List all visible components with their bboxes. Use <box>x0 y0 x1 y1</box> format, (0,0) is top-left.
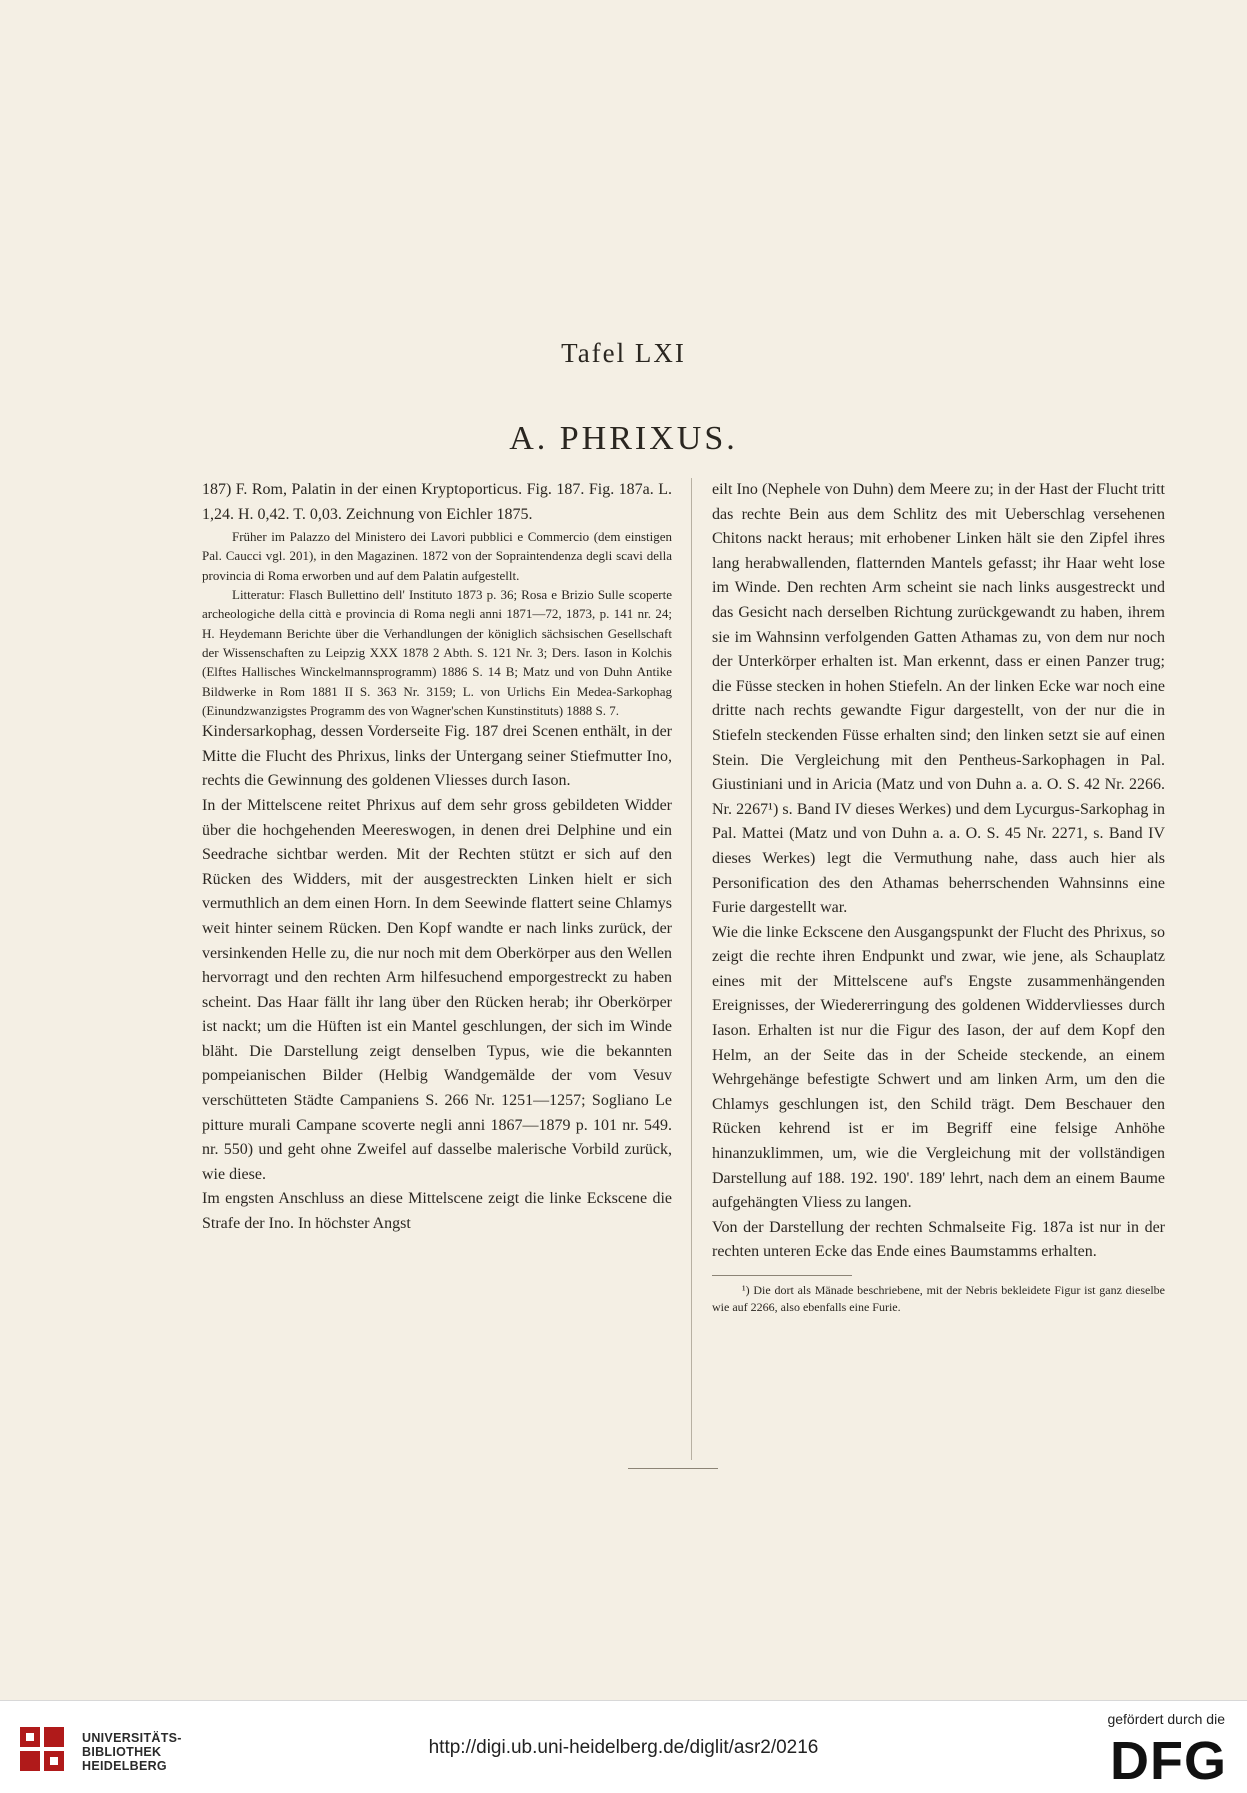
funding-caption: gefördert durch die <box>1107 1711 1225 1727</box>
body-paragraph: Kindersarkophag, dessen Vorderseite Fig. 187 drei Scenen enthält, in der Mitte die Flucht des Phrixus, links der Untergang seiner Stiefmutter Ino, rechts die Gewinnung des goldenen Vliesses durch Iason. <box>202 723 672 790</box>
body-paragraph: Von der Darstellung der rechten Schmalseite Fig. 187a ist nur in der rechten unteren Ecke das Ende eines Baumstamms erhalten. <box>712 1218 1165 1261</box>
section-heading: A. PHRIXUS. <box>509 420 738 457</box>
provenance-note: Früher im Palazzo del Ministero dei Lavori pubblici e Commercio (dem einstigen Pal. Caucci vgl. 201), in den Magazinen. 1872 von der Sopraintendenza degli scavi della provincia di Roma erworben und auf dem Palatin aufgestellt. <box>202 529 672 583</box>
dfg-logo[interactable]: DFG <box>1110 1731 1227 1791</box>
library-name-text: UNIVERSITÄTS- BIBLIOTHEK HEIDELBERG <box>82 1731 182 1773</box>
body-paragraph: eilt Ino (Nephele von Duhn) dem Meere zu; in der Hast der Flucht tritt das rechte Bein aus dem Schlitz des mit Ueberschlag versehenen Chitons nackt heraus; mit erhobener Linken hält sie den Zipfel ihres lang herabwallenden, flatternden Mantels gefasst; ihr Haar weht lose im Winde. Den rechten Arm scheint sie nach links ausgestreckt und das Gesicht nach derselben Richtung zurückgewandt zu haben, ihrem sie im Wahnsinn verfolgenden Gatten Athamas zu, von dem nur noch der Unterkörper erhalten ist. Man erkennt, dass er einen Panzer trug; die Füsse stecken in hohen Stiefeln. An der linken Ecke war noch eine dritte nach rechts gewandte Figur dargestellt, von der nur die in Stiefeln steckenden Füsse erhalten sind; den linken setzt sie auf einen Stein. Die Vergleichung mit den Pentheus-Sarkophagen in Pal. Giustiniani und in Aricia (Matz und von Duhn a. a. O. S. 42 Nr. 2266. Nr. 2267¹) s. Band IV dieses Werkes) und dem Lycurgus-Sarkophag in Pal. Mattei (Matz und von Duhn a. a. O. S. 45 Nr. 2271, s. Band IV dieses Werkes) legt die Vermuthung nahe, dass auch hier als Personification des den Athamas beherrschenden Wahnsinns eine Furie dargestellt war. <box>712 481 1165 917</box>
column-divider <box>691 478 692 1460</box>
footnote: ¹) Die dort als Mänade beschriebene, mit der Nebris bekleidete Figur ist ganz dieselbe wie auf 2266, also ebenfalls eine Furie. <box>712 1283 1165 1314</box>
bottom-rule <box>628 1468 718 1469</box>
literature-note: Litteratur: Flasch Bullettino dell' Instituto 1873 p. 36; Rosa e Brizio Sulle scoperte archeologiche della città e provincia di Roma negli anni 1871—72, 1873, p. 141 nr. 24; H. Heydemann Berichte über die Verhandlungen der königlich sächsischen Gesellschaft der Wissenschaften zu Leipzig XXX 1878 2 Abth. S. 121 Nr. 3; Ders. Iason in Kolchis (Elftes Hallisches Winckelmannsprogramm) 1886 S. 14 B; Matz und von Duhn Antike Bildwerke in Rom 1881 II S. 363 Nr. 3159; L. von Urlichs Ein Medea-Sarkophag (Einundzwanzigstes Programm des von Wagner'schen Kunstinstituts) 1888 S. 7. <box>202 587 672 718</box>
plate-title: Tafel LXI <box>561 338 686 368</box>
left-column <box>202 478 672 1237</box>
viewer-footer <box>0 1700 1247 1793</box>
right-column <box>712 478 1165 1316</box>
body-paragraph: Im engsten Anschluss an diese Mittelscene zeigt die linke Eckscene die Strafe der Ino. In höchster Angst <box>202 1190 672 1233</box>
body-paragraph: In der Mittelscene reitet Phrixus auf dem sehr gross gebildeten Widder über die hochgehenden Meereswogen, in denen drei Delphine und ein Seedrache sichtbar werden. Mit der Rechten stützt er sich auf den Rücken des Widders, mit der ausgestreckten Linken hielt er sich vermuthlich an dem einen Horn. In dem Seewinde flattert seine Chlamys weit hinter seinem Rücken. Den Kopf wandte er nach links zurück, der versinkenden Helle zu, die nur noch mit dem Oberkörper aus den Wellen hervorragt und den rechten Arm hilfesuchend emporgestreckt zu haben scheint. Das Haar fällt ihr lang über den Rücken herab; ihr Oberkörper ist nackt; um die Hüften ist ein Mantel geschlungen, der sich im Winde bläht. Die Darstellung zeigt denselben Typus, wie die bekannten pompeianischen Bilder (Helbig Wandgemälde der vom Vesuv verschütteten Städte Campaniens S. 266 Nr. 1251—1257; Sogliano Le pitture murali Campane scoverte negli anni 1867—1879 p. 101 nr. 549. nr. 550) und geht ohne Zweifel auf dasselbe malerische Vorbild zurück, wie diese. <box>202 796 672 1183</box>
permalink-url[interactable]: http://digi.ub.uni-heidelberg.de/diglit/asr2/0216 <box>428 1737 819 1758</box>
catalog-entry: 187) F. Rom, Palatin in der einen Kryptoporticus. Fig. 187. Fig. 187a. L. 1,24. H. 0,42. T. 0,03. Zeichnung von Eichler 1875. <box>202 481 672 523</box>
body-paragraph: Wie die linke Eckscene den Ausgangspunkt der Flucht des Phrixus, so zeigt die rechte ihren Endpunkt und zwar, wie jene, als Schauplatz eines mit der Mittelscene auf's Engste zusammenhängenden Ereignisses, der Wiedererringung des goldenen Widdervliesses durch Iason. Erhalten ist nur die Figur des Iason, der auf dem Kopf den Helm, an der Seite das in der Scheide steckende, an einem Wehrgehänge befestigte Schwert und am linken Arm, um den die Chlamys geschlungen ist, den Schild trägt. Dem Beschauer den Rücken kehrend ist er im Begriff eine felsige Anhöhe hinanzuklimmen, um, wie die Vergleichung mit der vollständigen Darstellung auf 188. 192. 190'. 189' lehrt, nach dem an einem Baume aufgehängten Vliess zu langen. <box>712 923 1165 1212</box>
footnote-rule <box>712 1275 852 1276</box>
